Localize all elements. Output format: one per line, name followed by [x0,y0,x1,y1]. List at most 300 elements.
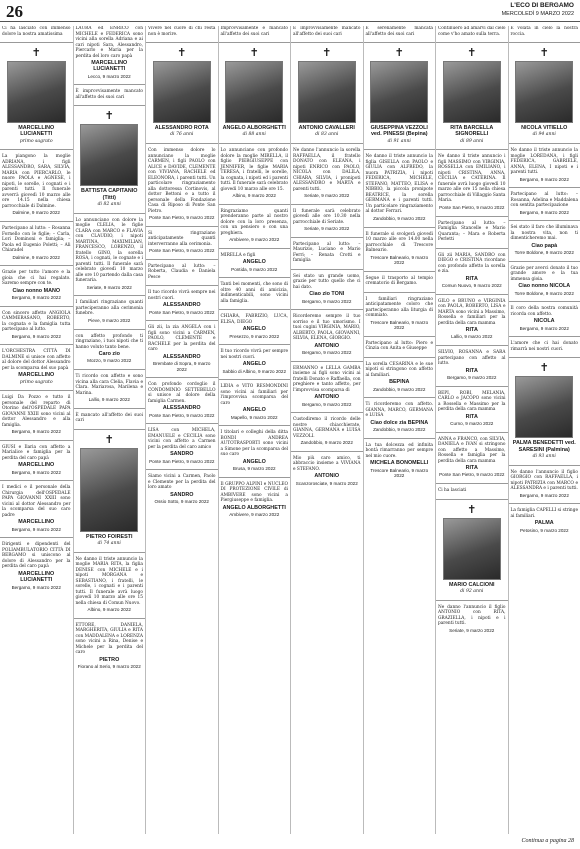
notice-text: Lo annunciano con profondo dolore la moglie MIRELLA, il figlio PIERGIUSEPPE con JENNIFER, le figlie MARIA TERESA, i fratelli, le sorelle, la cognata, i nipoti ed i parenti tutti. Il funerale sarà celebrato giovedì 10 marzo alle ore 15. [220,148,288,192]
place-date: Pontida, 9 marzo 2022 [231,266,278,272]
deceased-name: ANGELO ALBORGHETTI [222,504,286,511]
obituary-notice [291,209,363,232]
divider [146,423,218,424]
divider [436,149,508,150]
notice-text: BEPI, ROBI, MELANIA, CARLO e JACOPO sono vicini a Rossella e Massimo per la perdita della cara mamma [438,390,506,412]
obituary-notice [364,402,436,433]
deceased-name: MARCELLINO LUCIANETTI [18,570,55,584]
notice-text: Lo annunciano con dolore la moglie CLELIA, le figlie CLARA con MARCO e FLAVIA con CLAUDIO, i nipoti MARTINA, MAXIMILIAN, FRANCESCO, LORENZO, il fratello GINO, la sorella ROSA, i cognati, le cognate e i parenti tutti. Il funerale sarà celebrato giovedì 10 marzo alle ore 10 partendo dalla casa funeraria. [75,217,143,284]
obituary-notice [436,605,508,634]
notice-text: Ti ricorderemo con affetto. GIANNA, MARCO, GERMANA e LUISA [365,402,433,419]
obituary-notice [509,306,580,331]
obituary-notice [291,148,363,199]
obituary-notice [436,253,508,289]
place-date: Bergamo, 9 marzo 2022 [447,374,497,380]
place-date: Bergamo, 9 marzo 2022 [11,295,61,300]
obituary-notice [509,148,580,182]
notice-text: Il funerale si svolgerà giovedì 10 marzo alle ore 14.00 nella parrocchiale di Trescore Balneario. [365,231,433,253]
deceased-name: RITA [465,367,478,374]
notice-text: GILO e BRUNO e VIRGINIA con PAOLA, ROBERTO, LISA e MARTA sono vicini a Massimo, Rossella e familiari per la perdita della cara mamma [438,298,506,326]
obituary-notice [436,488,508,494]
obituary-notice [509,192,580,215]
obituary-notice [74,374,146,403]
notice-text: Con profondo cordoglio il CONDOMINIO SETTEBELLO si unisce al dolore della famiglia Carmen. [148,382,216,404]
obituary-notice [74,623,146,670]
deceased-name: Ciao nonno NICOLA [518,283,571,290]
place-date: Ponte San Pietro, 9 marzo 2022 [439,204,505,210]
divider [364,149,436,150]
divider [364,227,436,228]
cross-icon: ✝ [539,361,549,375]
divider [291,412,363,413]
deceased-age: di 94 anni [532,132,556,138]
divider [436,42,508,43]
obituary-notice [146,26,218,37]
deceased-name: Caro zio [98,351,120,357]
divider [74,618,146,619]
obituary-notice [219,47,291,138]
divider [364,357,436,358]
column-6 [363,26,436,834]
obituary-notice [364,443,436,479]
notice-text: Ne danno l'annuncio il figlio GIORGIO con RAFFAELLA, i nipoti PATRIZIA con MARCO e ALESSANDRA e i parenti tutti. [510,469,578,492]
cross-icon: ✝ [249,46,259,59]
deceased-name: NICOLA [533,318,555,325]
place-date: Torre Boldone, 9 marzo 2022 [514,250,574,256]
place-date: Ambivere, 9 marzo 2022 [229,237,280,243]
deceased-age: di 74 anni [97,541,121,546]
divider [219,309,291,310]
obituary-notice [74,557,146,613]
divider [0,344,73,345]
obituary-notice [219,482,291,518]
notice-text: Dirigenti e dipendenti del POLIAMBULATORIO CITTÀ DI BERGAMO si uniscono al dolore di Alessandro per la perdita del caro papà [2,542,71,570]
divider [0,537,73,538]
obituary-notice [146,148,218,221]
place-date: Bergamo, 9 marzo 2022 [302,298,352,304]
notice-text: La famiglia CAPELLI si stringe ai familiari. [510,508,578,519]
deceased-name: RITA [465,275,478,282]
place-date: Trescore Balneario, 9 marzo 2022 [370,254,429,266]
obituary-notice [219,314,291,339]
obituary-notice [219,148,291,199]
obituary-notice [509,470,580,499]
deceased-name: ANTONIO [314,394,340,401]
notice-text: Tanti bei momenti, che sono di oltre 40 anni di amicizia, indimenticabili, sono vicini alla famiglia. [220,282,288,304]
deceased-age: di 89 anni [460,138,484,144]
deceased-name: MARCELLINO [18,462,55,469]
divider [364,271,436,272]
place-date: Seriate, 9 marzo 2022 [304,193,350,198]
divider [291,361,363,362]
notice-text: GIUSI e Ilaria con affetto a Marialice e famiglia per la perdita del caro papà [2,444,71,461]
portrait-photo [153,61,211,123]
place-date: Bergamo, 9 marzo 2022 [519,176,569,182]
notice-text: Il tuo ricordo vivrà per sempre nei nostri cuori. [220,349,288,360]
place-date: Zandobbio, 9 marzo 2022 [373,215,426,221]
obituary-notice [0,154,73,216]
deceased-name: ANGELO [242,361,266,368]
deceased-name: ANTONIO CAVALLERI [298,125,355,131]
notice-text: Ne danno il triste annuncio la moglie MARIA RITA, la figlia DENISE con MICHELE e i nipoti MORGANA e SEBASTIANO, i fratelli, le sorelle, i cognati e i parenti tutti. Il funerale avrà luogo giovedì 10 marzo alle ore 15 nella chiesa di Comun Nuovo. [75,556,143,606]
obituary-notice [509,225,580,256]
deceased-name: ANGELO ALBORGHETTI [222,125,286,131]
divider [219,277,291,278]
cross-icon: ✝ [104,432,114,446]
place-date: Seriate, 9 marzo 2022 [86,284,132,290]
notice-text: È serenamente mancata all'affetto dei suoi cari [365,26,433,37]
obituary-notice [219,384,291,420]
divider [364,438,436,439]
obituary-notice [509,362,580,459]
place-date: Bergamo, 9 marzo 2022 [11,584,61,590]
deceased-age: di 91 anni [387,138,411,144]
notice-text: Il funerale sarà celebrato giovedì alle ore 10.30 nella parrocchiale di Seriate. [293,208,361,225]
notice-text: Gli zii, la zia ANGELA con i figli sono vicini a CARMEN, PAOLO, CLEMENTE e RACHELE per la perdita del caro [148,325,216,353]
obituary-notice [74,334,146,365]
notice-text: Il GRUPPO ALPINI e NUCLEO DI PROTEZIONE CIVILE di AMBIVERE sono vicini a Piergiuseppe e famiglia. [220,481,288,504]
notice-text: I titolari e colleghi della ditta BONDI ANDREA AUTOTRASPORTI sono vicini a Simone per la scomparsa del suo caro [220,430,288,458]
place-date: Bergamo, 9 marzo 2022 [519,492,569,498]
notice-text: Custodiremo il ricordo delle nostre chiacchierate, GIANNA, GERMANA e LUISA VEZZOLI. [293,417,361,439]
deceased-name: MARCELLINO [18,519,55,526]
obituary-notice [436,221,508,243]
obituary-notice [146,428,218,464]
place-date: Bergamo, 9 marzo 2022 [11,333,61,339]
place-date: Brembate di Sopra, 9 marzo 2022 [153,361,211,372]
deceased-name: ALESSANDRO [162,302,201,309]
notice-text: Partecipano al lutto: – Rosanna, Adelina e Maddalena con sentita partecipazione [510,192,578,209]
divider [436,216,508,217]
obituary-notice [146,231,218,254]
place-date: Zandobbio, 9 marzo 2022 [373,386,426,392]
issue-date: MERCOLEDÌ 9 MARZO 2022 [501,11,574,17]
portrait-photo [443,518,501,580]
obituary-notice [436,504,508,595]
notice-text: Ne danno il triste annuncio la moglie LOREDANA, i figli FEDERICA, GABRIELE, ANNA, ELENA, I nipoti e i parenti tutti. [510,148,578,175]
divider [219,379,291,380]
obituary-notice [219,282,291,304]
place-date: Bergamo, 9 marzo 2022 [11,429,61,435]
place-date: Ponte San Pietro, 9 marzo 2022 [149,215,215,220]
place-date: Zandobbio, 9 marzo 2022 [300,440,353,446]
notice-text: Il coro della nostra comunità ricorda con affetto. [510,306,578,317]
deceased-name: NICOLA VITIELLO [521,125,568,131]
obituary-notice [0,226,73,260]
notice-text: È improvvisamente mancato all'affetto dei suoi cari [293,26,361,37]
deceased-name: PALMA BENEDETTI ved. SARESINI (Palmina) [512,440,576,453]
obituary-notice [364,232,436,266]
deceased-name: ANGELO [242,407,266,414]
notice-text: Continuerò ad amarvi dal cielo come v'ho amato sulla terra. [438,26,506,37]
divider [74,369,146,370]
divider [364,42,436,43]
notice-text: Si ringraziano anticipatamente quanti interverranno alla cerimonia. [148,230,216,247]
divider [509,220,580,221]
place-date: Bergamo, 9 marzo 2022 [519,209,569,215]
divider [509,301,580,302]
portrait-photo [515,376,573,438]
place-date: Ponte San Pietro, 9 marzo 2022 [149,458,215,464]
divider [509,336,580,337]
notice-text: Gli zii MARIA, SANDRO con DIEGO e CRISTINA ricordano con profondo affetto la sorella e zia. [438,252,506,274]
deceased-name: MICHELA BONOMELLI [370,460,429,467]
deceased-name: ALESSANDRO [162,353,201,360]
notice-text: Ringraziamo quanti prenderanno parte al nostro dolore con la loro presenza, con un pensiero o con una preghiera. [220,208,288,236]
obituary-notice [436,154,508,210]
place-date: Sabbio di Albino, 9 marzo 2022 [222,368,287,374]
newspaper-name: L'ECO DI BERGAMO [510,2,574,9]
divider [436,386,508,387]
notice-text: Ne danno l'annuncio il figlio ANTONIO con RITA, GRAZIELLA, i nipoti e i parenti tutti. [438,604,506,626]
notice-text: SILVIO, ROSANNA e SARA partecipano con affetto al lutto. [438,350,506,366]
obituary-notice [509,266,580,297]
divider [291,309,363,310]
divider [509,357,580,358]
obituary-notice [0,542,73,590]
deceased-name: MARCELLINO LUCIANETTI [18,125,55,138]
place-date: Bergamo, 9 marzo 2022 [302,401,352,407]
portrait-photo [515,61,573,123]
notice-text: Il tuo ricordo vivrà sempre nei nostri cuori. [148,290,216,301]
divider [74,105,146,106]
place-date: Bergamo, 9 marzo 2022 [302,350,352,356]
deceased-age: primo sagrato [19,138,53,144]
place-date: Lallio, 9 marzo 2022 [451,334,493,340]
obituary-notice [509,508,580,533]
place-date: Trescore Balneario, 9 marzo 2022 [370,467,429,479]
column-5 [290,26,363,834]
divider [146,42,218,43]
divider [291,143,363,144]
deceased-age: di 93 anni [532,454,556,459]
divider [436,345,508,346]
deceased-name: PALMA [534,520,554,527]
notice-text: ERMANNO e LELLA GAMBA insieme ai figli sono vicini ai fratelli Donato e Raffaella, con preghiere e tanto affetto, per l'improvvisa scomparsa di [293,365,361,393]
obituary-notice [436,299,508,341]
divider [219,143,291,144]
notice-text: La sorella CESARINA e le sue nipoti si stringono con affetto ai familiari. [365,361,433,378]
obituary-notice [146,382,218,418]
notice-text: È mancato all'affetto dei suoi cari [75,412,143,424]
divider [146,259,218,260]
obituary-notice [291,242,363,264]
obituary-notice [291,47,363,138]
deceased-name: SANDRO [170,451,194,458]
place-date: Presezzo, 9 marzo 2022 [229,333,280,339]
notice-text: LIDIA e VITO RESMONDINI sono vicini ai familiari per l'improvvisa scomparsa del caro [220,384,288,406]
cross-icon: ✝ [467,502,477,516]
place-date: Fiorano al Serio, 9 marzo 2022 [77,664,141,670]
notice-text: Mio più caro amico, ti abbraccio insieme a VIVIANA e STEFANO. [293,455,361,472]
divider [146,285,218,286]
obituary-notice [0,311,73,340]
notice-text: L'ORCHESTRA CITTÀ DI DALMINE si unisce con affetto al dolore del dottor Alessandro per la scomparsa del suo papà [2,349,71,371]
obituary-notice [146,325,218,372]
deceased-name: ALESSANDRO [162,405,201,412]
deceased-name: Ciao papà [531,242,558,249]
portrait-photo [80,124,138,186]
place-date: Dalmine, 9 marzo 2022 [12,254,60,260]
deceased-name: BATTISTA CAPITANIO (Titti) [81,188,138,201]
divider [509,261,580,262]
deceased-age: di 88 anni [242,132,266,138]
portrait-photo [80,448,138,532]
portrait-photo [443,61,501,123]
obituary-notice [364,26,436,37]
notice-text: Improvvisamente è mancato all'affetto dei suoi cari [220,26,288,37]
obituary-notice [219,430,291,472]
obituary-notice [146,264,218,281]
place-date: Bergamo, 9 marzo 2022 [11,469,61,475]
continued-note: Continua a pagina 28 [521,838,574,844]
divider [146,320,218,321]
place-date: Bergamo, 9 marzo 2022 [11,526,61,532]
place-date: Brusa, 9 marzo 2022 [232,466,276,472]
divider [291,42,363,43]
obituary-notice [219,253,291,273]
obituary-notice [0,485,73,532]
place-date: Curno, 9 marzo 2022 [450,420,494,426]
column-2 [73,26,146,834]
divider [0,221,73,222]
divider [509,465,580,466]
obituary-notice [146,47,218,138]
obituary-notice [364,276,436,287]
notice-text: Ti ricordo con affetto e sono vicina alla cara Clelia, Flavia e Clara. Mariarosa, Marilena e Marina. [75,374,143,396]
obituary-notice [291,366,363,408]
notice-text: Partecipano al lutto: Piero e Cinzia con Anita e Giuseppe [365,340,433,352]
notice-text: La piangono la moglie ADRIANA, i figli ALESSANDRO, SARA, SILVIA, MARIA con PIERCARLO, le nuore PAOLA e AGNESE, i nipoti, le sorelle, i cognati e i parenti tutti. Il funerale avverrà giovedì 10 marzo alle ore 14.15 nella chiesa parrocchiale di Dalmine. [2,154,71,209]
obituary-notice [364,154,436,221]
obituary-notice [0,445,73,476]
obituary-notice [291,314,363,356]
divider [509,143,580,144]
place-date: Albino, 9 marzo 2022 [87,607,131,613]
place-date: Trescore Balneario, 9 marzo 2022 [370,319,429,331]
divider [74,552,146,553]
divider [219,477,291,478]
deceased-age: di 92 anni [460,588,484,594]
divider [219,204,291,205]
obituary-notice [291,417,363,446]
obituary-notice [291,274,363,305]
place-date: Pieve, 9 marzo 2022 [88,317,131,323]
place-date: Zandobbio, 9 marzo 2022 [373,427,426,433]
divider [74,295,146,296]
notice-text: Ci ha lasciati [438,488,467,493]
divider [509,503,580,504]
place-date: Mapello, 9 marzo 2022 [230,414,278,420]
deceased-name: ALESSANDRO ROTA [154,125,209,131]
obituary-notice [436,350,508,381]
place-date: Comun Nuovo, 9 marzo 2022 [441,282,502,288]
divider [509,187,580,188]
notice-text: Ci ha lasciato con immenso dolore la nostra amatissima [2,26,71,37]
divider [219,344,291,345]
place-date: Ambivere, 9 marzo 2022 [229,512,280,518]
deceased-age: primo sagrato [19,379,53,385]
place-date: Ponte San Pietro, 9 marzo 2022 [149,309,215,315]
place-date: Bergamo, 9 marzo 2022 [519,325,569,331]
notice-text: Partecipano al lutto: – Famiglia Stancelle e Mario Quaranta; – Mara e Roberta Perletti [438,220,506,242]
divider [291,451,363,452]
obituary-notice [74,26,146,79]
divider [0,42,73,43]
notice-text: La tua dolcezza ed infinita bontà rimarranno per sempre nel mio cuore. [365,442,433,459]
place-date: Albino, 9 marzo 2022 [232,193,276,198]
deceased-name: ANTONIO [314,473,340,480]
notice-text: Segue il trasporto al tempio crematorio di Bergamo. [365,275,433,287]
notice-text: Sei stato il faro che illuminava la nostra vita, non ti dimenticheremo mai. [510,225,578,242]
notice-text: È volata in cielo la nostra roccia. [510,26,578,37]
notice-text: I familiari ringraziano anticipatamente coloro che parteciperanno alla liturgia di commiato. [365,296,433,319]
obituary-notice [74,110,146,207]
divider [0,390,73,391]
divider [436,483,508,484]
place-date: Torre Boldone, 9 marzo 2022 [514,290,574,296]
page-number: 26 [6,2,23,21]
divider [219,248,291,249]
column-4 [218,26,291,834]
notice-text: I familiari ringraziano quanti parteciperanno alla cerimonia funebre. [75,300,143,317]
divider [74,429,146,430]
portrait-photo [225,61,283,123]
divider [436,294,508,295]
place-date: Ponte San Pietro, 9 marzo 2022 [149,412,215,418]
place-date: Lallio, 9 marzo 2022 [88,397,130,402]
divider [146,469,218,470]
place-date: Petosino, 9 marzo 2022 [519,527,569,533]
notice-text: Siamo vicini a Carmen, Paolo e Clemente per la perdita del loro amato [148,474,216,491]
column-8 [508,26,580,834]
deceased-name: Ciao nonno MANO [12,287,61,294]
obituary-notice [0,26,73,37]
notice-text: LISA con MICHELA, EMANUELE e CECILIA sono vicini con affetto a Carmen per la perdita del caro amico [148,428,216,450]
notice-text: Vivere nel cuore di chi resta non è morire. [148,26,216,37]
divider [219,42,291,43]
deceased-name: BEPINA [389,379,410,386]
place-date: Ossio Sotto, 9 marzo 2022 [154,499,209,505]
deceased-name: Ciao zio TONI [309,291,345,298]
divider [0,149,73,150]
obituary-notice [436,47,508,144]
divider [146,377,218,378]
deceased-name: RITA [465,327,478,333]
notice-text: Luigi Da Pozzo e tutto il personale del reparto di Otorino dell'OSPEDALE PAPA GIOVANNI XXIII sono vicini al dottor Alessandro e alla famiglia. [2,395,71,428]
obituary-notice [146,474,218,505]
place-date: Scanzorosciate, 9 marzo 2022 [295,480,358,486]
page-header [0,0,580,22]
column-1 [0,26,73,834]
cross-icon: ✝ [31,46,41,59]
notice-text: MIRELLA e figli [220,252,256,258]
divider [146,143,218,144]
obituary-notice [291,456,363,487]
place-date: Dalmine, 9 marzo 2022 [12,210,60,216]
notice-text: ETTORE, DANIELA, MARGHERITA, GIULIA e RITA con MADDALENA e LORENZA sono vicini a Rina, Denise e Michele per la perdita del caro [75,622,143,656]
obituary-notice [364,341,436,352]
obituary-notice [219,349,291,374]
deceased-name: ANGELO [242,259,266,266]
obituary-notice [0,270,73,301]
place-date: Seriate, 9 marzo 2022 [449,627,495,633]
divider [74,84,146,85]
divider [0,480,73,481]
deceased-name: SANDRO [170,491,194,498]
obituary-notice [509,47,580,138]
divider [0,265,73,266]
